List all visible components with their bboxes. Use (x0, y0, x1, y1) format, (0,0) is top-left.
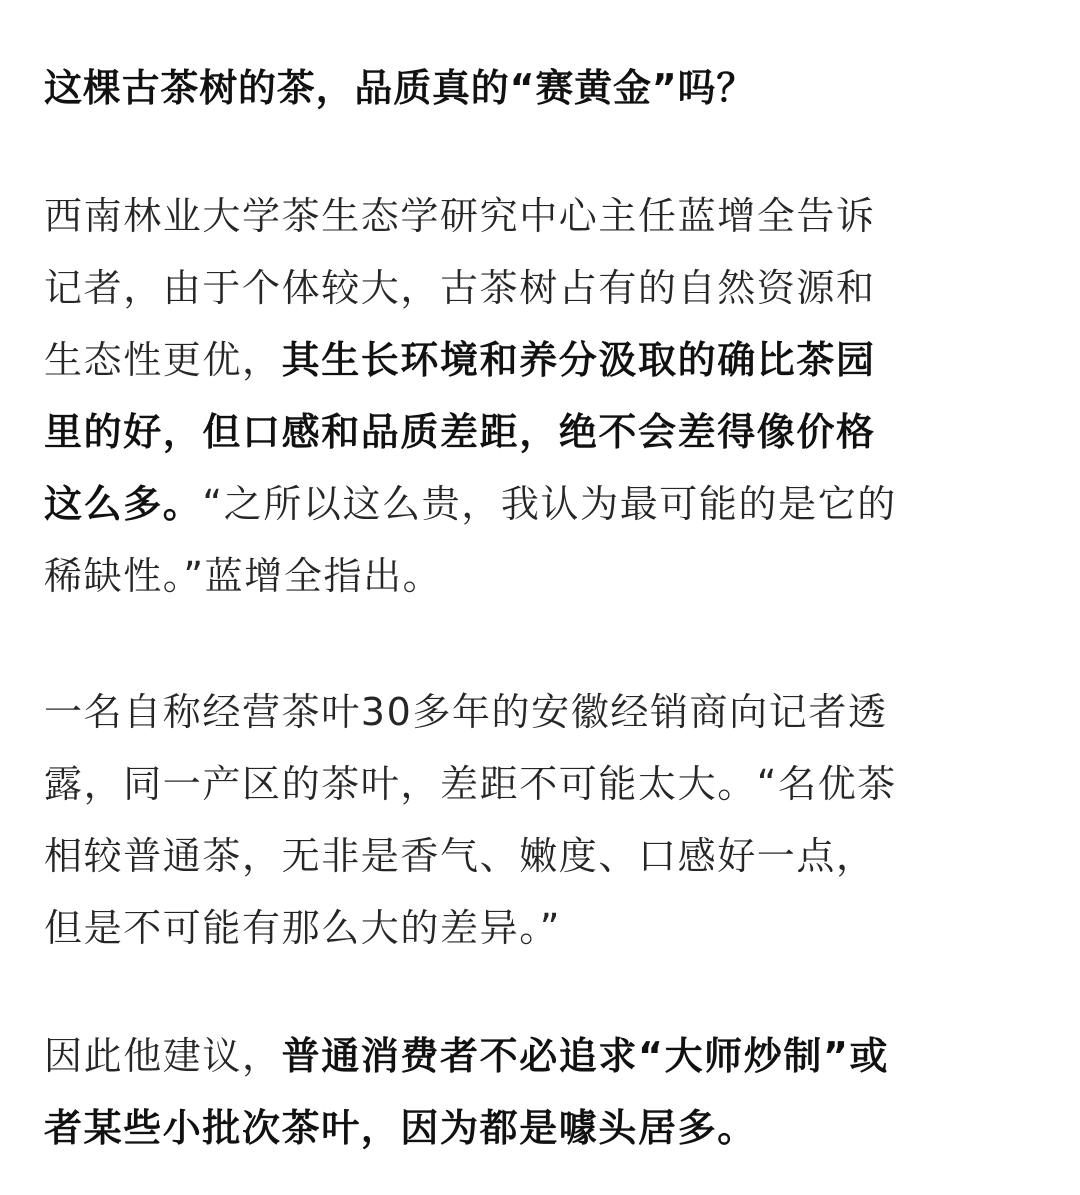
paragraph-1-line-5-text: “之所以这么贵，我认为最可能的是它的 (202, 482, 897, 526)
paragraph-1-line-5-bold: 这么多。 (44, 482, 203, 526)
paragraph-2-line-2: 露，同一产区的茶叶，差距不可能太大。“名优茶 (44, 762, 897, 806)
paragraph-2-line-3: 相较普通茶，无非是香气、嫩度、口感好一点， (44, 834, 876, 878)
paragraph-1-line-4-bold: 里的好，但口感和品质差距，绝不会差得像价格 (44, 410, 876, 454)
paragraph-1-line-3-bold: 其生长环境和养分汲取的确比茶园 (281, 338, 876, 382)
paragraph-1-line-2: 记者，由于个体较大，古茶树占有的自然资源和 (44, 266, 876, 310)
paragraph-2-line-1: 一名自称经营茶叶30多年的安徽经销商向记者透 (44, 690, 888, 734)
paragraph-1-line-3-text: 生态性更优， (44, 338, 282, 382)
paragraph-3-line-1-bold: 普通消费者不必追求“大师炒制”或 (281, 1034, 890, 1078)
paragraph-2-line-4: 但是不可能有那么大的差异。” (44, 906, 562, 950)
paragraph-3-line-1 (44, 1020, 889, 1092)
paragraph-3-line-2-bold: 者某些小批次茶叶，因为都是噱头居多。 (44, 1106, 757, 1150)
paragraph-1-line-6: 稀缺性。”蓝增全指出。 (44, 554, 443, 598)
article-heading: 这棵古茶树的茶，品质真的“赛黄金”吗？ (44, 66, 756, 110)
paragraph-1-line-3 (44, 324, 876, 396)
paragraph-1-line-1: 西南林业大学茶生态学研究中心主任蓝增全告诉 (44, 194, 876, 238)
paragraph-3-line-1-text: 因此他建议， (44, 1034, 282, 1078)
paragraph-1-line-5 (44, 468, 897, 540)
